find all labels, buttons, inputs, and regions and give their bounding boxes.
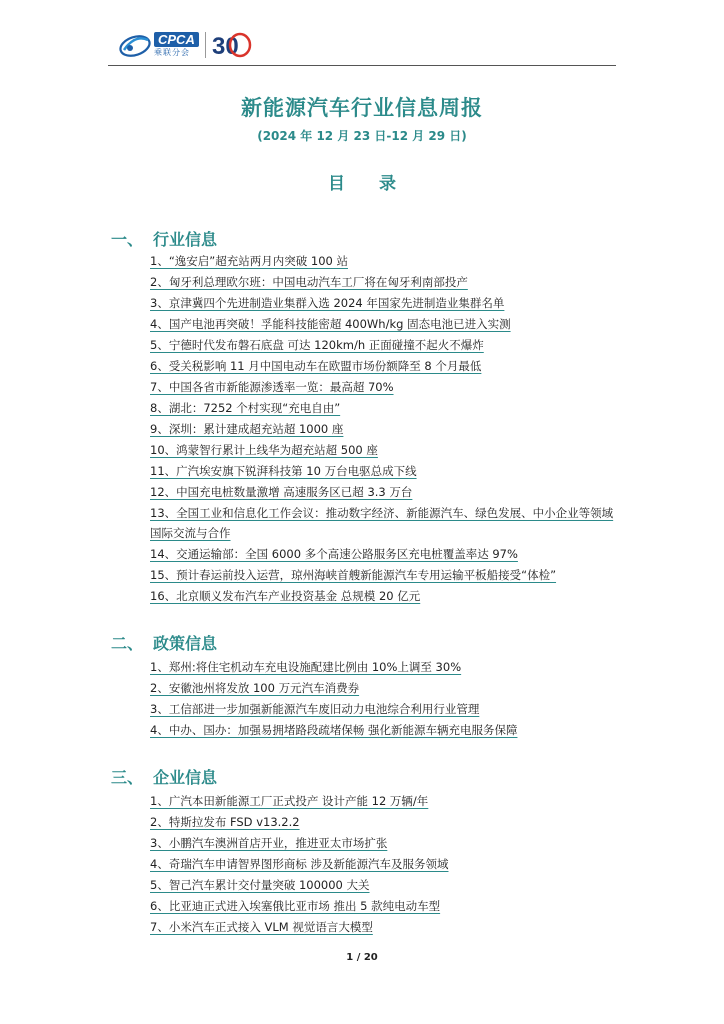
logo-cpca-text: CPCA [154, 32, 199, 47]
toc-link[interactable]: 9、深圳：累计建成超充站超 1000 座 [150, 422, 344, 436]
section-heading-policy [111, 631, 217, 654]
cpca-logo [118, 28, 252, 62]
section-title: 政策信息 [153, 634, 218, 653]
toc-link[interactable]: 10、鸿蒙智行累计上线华为超充站超 500 座 [150, 443, 378, 457]
toc-link[interactable]: 3、工信部进一步加强新能源汽车废旧动力电池综合利用行业管理 [150, 702, 480, 716]
toc-link[interactable]: 13、全国工业和信息化工作会议：推动数字经济、新能源汽车、绿色发展、中小企业等领域国际交流与合作 [150, 506, 614, 540]
section-number: 三、 [111, 768, 144, 787]
section-heading-industry [111, 227, 217, 250]
anniversary-30-text: 30 [211, 33, 239, 60]
toc-link[interactable]: 4、国产电池再突破！孚能科技能密超 400Wh/kg 固态电池已进入实测 [150, 317, 511, 331]
anniversary-30-logo [212, 30, 252, 60]
toc-link[interactable]: 15、预计春运前投入运营，琼州海峡首艘新能源汽车专用运输平板船接受“体检” [150, 568, 557, 582]
logo-divider [205, 32, 206, 58]
toc-link[interactable]: 12、中国充电桩数量激增 高速服务区已超 3.3 万台 [150, 485, 413, 499]
cpca-emblem-icon [118, 30, 152, 60]
toc-link[interactable]: 14、交通运输部：全国 6000 多个高速公路服务区充电桩覆盖率达 97% [150, 547, 518, 561]
toc-link[interactable]: 4、中办、国办：加强易拥堵路段疏堵保畅 强化新能源车辆充电服务保障 [150, 723, 518, 737]
toc-link[interactable]: 11、广汽埃安旗下锐湃科技第 10 万台电驱总成下线 [150, 464, 417, 478]
toc-link[interactable]: 6、比亚迪正式进入埃塞俄比亚市场 推出 5 款纯电动车型 [150, 899, 441, 913]
toc-link[interactable]: 3、京津冀四个先进制造业集群入选 2024 年国家先进制造业集群名单 [150, 296, 505, 310]
document-title: 新能源汽车行业信息周报 [241, 96, 483, 120]
logo-subtext: 乘联分会 [154, 48, 190, 57]
toc-link[interactable]: 8、湖北：7252 个村实现“充电自由” [150, 401, 341, 415]
toc-link[interactable]: 2、匈牙利总理欧尔班：中国电动汽车工厂将在匈牙利南部投产 [150, 275, 468, 289]
page-number: 1 / 20 [346, 952, 378, 963]
toc-link[interactable]: 1、“逸安启”超充站两月内突破 100 站 [150, 254, 348, 268]
toc-link[interactable]: 4、奇瑞汽车申请智界图形商标 涉及新能源汽车及服务领域 [150, 857, 449, 871]
toc-link[interactable]: 7、中国各省市新能源渗透率一览：最高超 70% [150, 380, 394, 394]
toc-link[interactable]: 7、小米汽车正式接入 VLM 视觉语言大模型 [150, 920, 373, 934]
toc-link[interactable]: 1、郑州:将住宅机动车充电设施配建比例由 10%上调至 30% [150, 660, 462, 674]
section-title: 企业信息 [153, 768, 218, 787]
toc-link[interactable]: 5、智己汽车累计交付量突破 100000 大关 [150, 878, 370, 892]
toc-heading: 目 录 [328, 174, 410, 194]
toc-link[interactable]: 2、安徽池州将发放 100 万元汽车消费券 [150, 681, 360, 695]
document-subtitle: (2024 年 12 月 23 日-12 月 29 日) [257, 129, 467, 143]
section-title: 行业信息 [153, 230, 218, 249]
toc-link[interactable]: 1、广汽本田新能源工厂正式投产 设计产能 12 万辆/年 [150, 794, 429, 808]
header-rule [108, 65, 616, 66]
page-header [108, 26, 616, 66]
section-heading-enterprise [111, 765, 217, 788]
toc-link[interactable]: 3、小鹏汽车澳洲首店开业，推进亚太市场扩张 [150, 836, 388, 850]
section-number: 二、 [111, 634, 144, 653]
toc-link[interactable]: 6、受关税影响 11 月中国电动车在欧盟市场份额降至 8 个月最低 [150, 359, 482, 373]
toc-link[interactable]: 2、特斯拉发布 FSD v13.2.2 [150, 815, 300, 829]
toc-link[interactable]: 5、宁德时代发布磐石底盘 可达 120km/h 正面碰撞不起火不爆炸 [150, 338, 484, 352]
section-number: 一、 [111, 230, 144, 249]
toc-link[interactable]: 16、北京顺义发布汽车产业投资基金 总规模 20 亿元 [150, 589, 421, 603]
